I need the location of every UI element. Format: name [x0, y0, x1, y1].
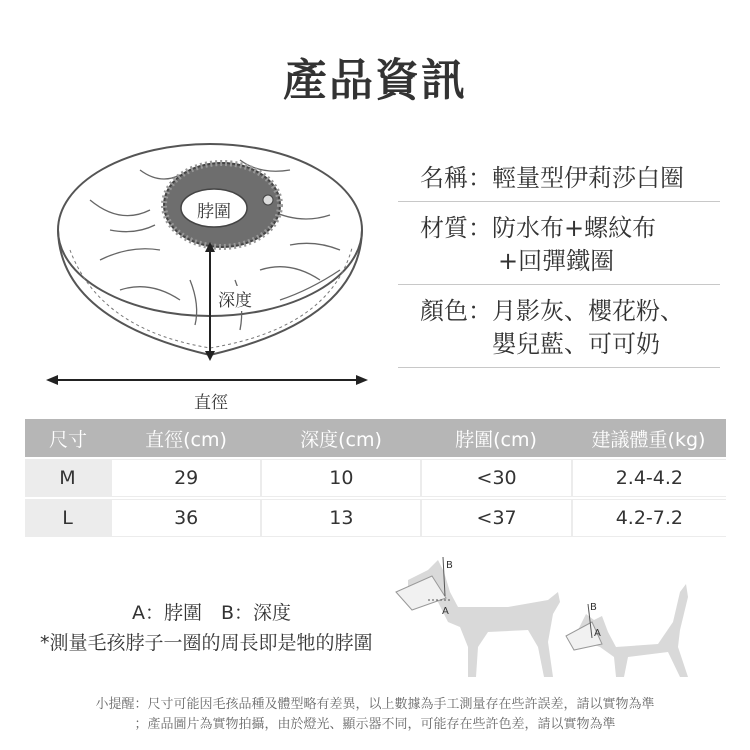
row-m-diameter: 29: [112, 460, 260, 496]
material-label: 材質：: [420, 214, 492, 242]
row-l-neck: <37: [422, 500, 570, 536]
info-name-row: [398, 152, 720, 202]
measure-tip: *測量毛孩脖子一圈的周長即是牠的脖圍: [40, 632, 373, 654]
table-row: [25, 499, 726, 537]
product-info: [398, 152, 720, 368]
page-title: 產品資訊: [283, 55, 467, 106]
row-m-size: M: [59, 467, 76, 489]
name-label: 名稱：: [420, 164, 492, 192]
info-color-row: [398, 285, 720, 368]
color-line2: 嬰兒藍、可可奶: [492, 330, 660, 358]
name-value: 輕量型伊莉莎白圈: [492, 164, 684, 192]
pet-silhouettes: [388, 552, 708, 691]
row-m-neck: <30: [422, 460, 570, 496]
color-line1: 月影灰、櫻花粉、: [492, 297, 684, 325]
table-row: [25, 459, 726, 497]
reminder-line2: ；產品圖片為實物拍攝，由於燈光、顯示器不同，可能存在些許色差，請以實物為準: [134, 717, 616, 732]
header-diameter: 直徑(cm): [145, 428, 227, 451]
ab-legend: A：脖圍 B：深度: [132, 602, 292, 624]
row-m-depth: 10: [262, 460, 420, 496]
material-line1: 防水布+螺紋布: [492, 214, 657, 242]
cone-illustration: [40, 130, 380, 413]
diameter-label: 直徑: [192, 388, 230, 413]
cat-silhouette-icon: [566, 584, 688, 677]
row-m-weight: 2.4-4.2: [573, 460, 726, 496]
color-label: 顏色：: [420, 297, 492, 325]
cat-marker-b: B: [590, 602, 597, 613]
dog-marker-b: B: [446, 560, 453, 571]
row-l-size: L: [62, 507, 73, 529]
dog-marker-a: A: [442, 606, 449, 617]
row-l-weight: 4.2-7.2: [573, 500, 726, 536]
info-material-row: [398, 202, 720, 285]
cat-marker-a: A: [594, 628, 601, 639]
depth-label: 深度: [216, 286, 254, 311]
table-header: [25, 419, 726, 457]
reminder-line1: 小提醒：尺寸可能因毛孩品種及體型略有差異，以上數據為手工測量存在些許誤差，請以實物為準: [95, 697, 655, 712]
header-neck: 脖圍(cm): [455, 428, 537, 451]
dog-silhouette-icon: [396, 560, 560, 677]
neck-label: 脖圍: [195, 197, 233, 222]
reminder-note: [0, 695, 750, 735]
header-depth: 深度(cm): [300, 428, 382, 451]
size-table: [25, 419, 726, 537]
header-size: 尺寸: [48, 428, 87, 451]
row-l-diameter: 36: [112, 500, 260, 536]
header-weight: 建議體重(kg): [591, 428, 706, 451]
material-line2: +回彈鐵圈: [498, 247, 615, 275]
row-l-depth: 13: [262, 500, 420, 536]
